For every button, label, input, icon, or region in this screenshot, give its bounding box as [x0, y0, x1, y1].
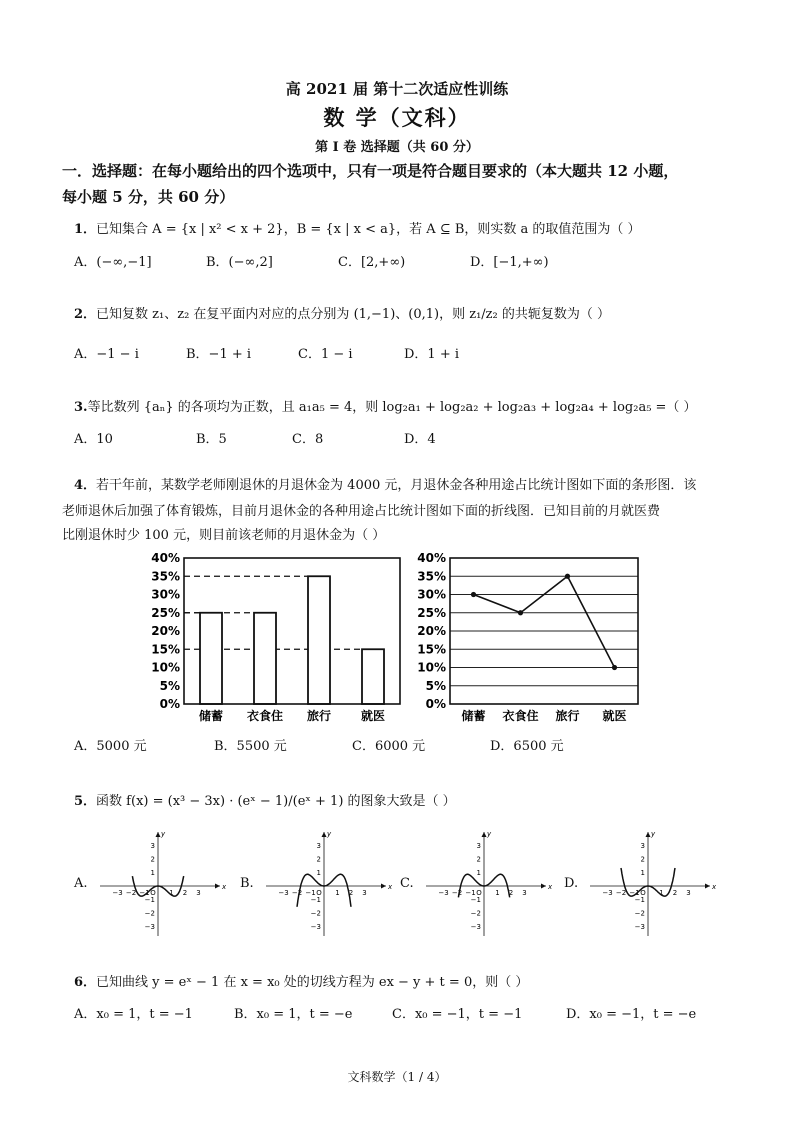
y-axis-label: y — [651, 830, 656, 838]
x-tick-label: 2 — [348, 889, 354, 897]
x-tick-label: −1 — [465, 889, 476, 897]
line-ytick-label: 5% — [425, 678, 446, 693]
q5-graph-b — [262, 828, 392, 940]
x-axis-label: x — [712, 883, 716, 891]
x-tick-label: 1 — [335, 889, 340, 897]
y-tick-label: 2 — [316, 855, 321, 864]
y-axis-label: y — [487, 830, 492, 838]
bar-ytick-label: 0% — [159, 697, 180, 711]
y-tick-label: −2 — [470, 909, 481, 918]
section-instructions-line2: 每小题 5 分，共 60 分） — [62, 188, 235, 206]
question-5 — [74, 790, 456, 809]
question-4-line3: 比刚退休时少 100 元，则目前该老师的月退休金为（ ） — [62, 528, 386, 543]
y-tick-label: 2 — [150, 855, 155, 864]
bar — [308, 576, 330, 704]
line-category-label: 衣食住 — [502, 709, 539, 723]
q4-option-b: B．5500 元 — [214, 739, 287, 754]
bar-category-label: 衣食住 — [246, 709, 284, 723]
question-1 — [74, 218, 641, 237]
q5-graph-a — [96, 828, 226, 940]
x-tick-label: O — [316, 889, 322, 897]
y-tick-label: −3 — [634, 923, 645, 931]
bar-category-label: 储蓄 — [198, 709, 224, 723]
y-tick-label: −1 — [634, 896, 645, 904]
series-line — [474, 576, 615, 667]
q1-option-a: A．(−∞,−1] — [74, 255, 152, 270]
q3-option-b: B．5 — [196, 432, 227, 447]
y-tick-label: −1 — [470, 896, 481, 904]
x-axis-label: x — [222, 883, 226, 891]
y-tick-label: 3 — [316, 842, 321, 850]
x-tick-label: 3 — [686, 889, 691, 897]
data-point — [565, 574, 570, 579]
section-instructions-line1: 一．选择题：在每小题给出的四个选项中，只有一项是符合题目要求的（本大题共 12 小题， — [62, 162, 679, 180]
q3-option-d: D．4 — [404, 432, 436, 447]
x-tick-label: −3 — [278, 889, 289, 897]
y-tick-label: 3 — [476, 842, 481, 850]
question-text: 若干年前，某数学老师刚退休的月退休金为 4000 元，月退休金各种用途占比统计图如下面的条形图．该 — [96, 478, 697, 493]
q4-option-d: D．6500 元 — [490, 739, 564, 754]
y-tick-label: 3 — [150, 842, 155, 850]
x-tick-label: −3 — [438, 889, 449, 897]
q3-option-a: A．10 — [74, 432, 113, 447]
y-tick-label: 1 — [316, 869, 321, 877]
y-tick-label: −2 — [144, 909, 155, 918]
x-tick-label: 1 — [495, 889, 500, 897]
question-number: 3. — [74, 400, 88, 415]
x-tick-label: −1 — [139, 889, 150, 897]
question-text: 已知集合 A = {x | x² < x + 2}，B = {x | x < a}，若 A ⊆ B，则实数 a 的取值范围为（ ） — [96, 222, 641, 237]
y-axis-arrow — [646, 832, 651, 837]
y-axis-arrow — [156, 832, 161, 837]
q2-option-b: B．−1 + i — [186, 347, 252, 362]
bar-chart — [140, 548, 410, 728]
y-tick-label: −1 — [310, 896, 321, 904]
y-tick-label: 3 — [640, 842, 645, 850]
y-tick-label: −1 — [144, 896, 155, 904]
line-ytick-label: 35% — [417, 569, 446, 584]
bar-category-label: 就医 — [360, 709, 386, 723]
bar — [254, 613, 276, 704]
y-tick-label: −3 — [144, 923, 155, 931]
question-6 — [74, 971, 528, 990]
q2-option-d: D．1 + i — [404, 347, 460, 362]
q6-option-d: D．x₀ = −1，t = −e — [566, 1007, 697, 1022]
question-number: 5． — [74, 794, 97, 809]
x-tick-label: −1 — [629, 889, 640, 897]
question-4-line1 — [74, 474, 696, 493]
y-tick-label: −2 — [634, 909, 645, 918]
q6-option-b: B．x₀ = 1，t = −e — [234, 1007, 353, 1022]
question-3 — [74, 396, 697, 415]
y-axis-arrow — [322, 832, 327, 837]
bar-ytick-label: 15% — [151, 642, 180, 657]
line-ytick-label: 20% — [417, 624, 446, 638]
x-tick-label: 1 — [169, 889, 174, 897]
y-tick-label: 2 — [640, 855, 645, 864]
x-tick-label: −2 — [451, 889, 463, 897]
bar-ytick-label: 30% — [151, 587, 180, 602]
data-point — [612, 665, 617, 670]
question-text: 已知曲线 y = eˣ − 1 在 x = x₀ 处的切线方程为 ex − y + t = 0，则（ ） — [96, 975, 529, 990]
x-tick-label: −3 — [112, 889, 123, 897]
x-tick-label: −3 — [602, 889, 613, 897]
q2-option-c: C．1 − i — [298, 347, 353, 362]
question-2 — [74, 303, 610, 322]
y-axis-label: y — [161, 830, 166, 838]
q3-option-c: C．8 — [292, 432, 324, 447]
question-number: 6． — [74, 975, 97, 990]
x-tick-label: 2 — [672, 889, 678, 897]
x-axis-label: x — [548, 883, 552, 891]
y-tick-label: 2 — [476, 855, 481, 864]
line-ytick-label: 15% — [417, 642, 446, 657]
bar-ytick-label: 20% — [151, 624, 180, 638]
page-footer: 文科数学（1 / 4） — [347, 1070, 447, 1084]
part-title: 第 Ⅰ 卷 选择题（共 60 分） — [315, 140, 479, 155]
q1-option-b: B．(−∞,2] — [206, 255, 273, 270]
data-point — [518, 610, 523, 615]
x-tick-label: 2 — [508, 889, 514, 897]
x-tick-label: −2 — [291, 889, 303, 897]
line-ytick-label: 40% — [417, 551, 446, 565]
question-4-line2: 老师退休后加强了体育锻炼，目前月退休金的各种用途占比统计图如下面的折线图．已知目前的月就医费 — [62, 504, 661, 519]
x-tick-label: −2 — [615, 889, 627, 897]
bar — [200, 613, 222, 704]
y-tick-label: 1 — [150, 869, 155, 877]
y-tick-label: −3 — [470, 923, 481, 931]
bar-category-label: 旅行 — [306, 709, 332, 723]
x-tick-label: 3 — [362, 889, 367, 897]
y-tick-label: 1 — [476, 869, 481, 877]
data-point — [471, 592, 476, 597]
x-tick-label: O — [640, 889, 646, 897]
y-axis-arrow — [482, 832, 487, 837]
x-tick-label: 3 — [196, 889, 201, 897]
line-ytick-label: 0% — [425, 697, 446, 711]
q5-option-b: B. — [240, 876, 254, 891]
q5-graph-d — [586, 828, 716, 940]
question-text: 已知复数 z₁、z₂ 在复平面内对应的点分别为 (1,−1)、(0,1)，则 z₁/z₂ 的共轭复数为（ ） — [96, 307, 610, 322]
x-tick-label: −1 — [305, 889, 316, 897]
x-tick-label: 3 — [522, 889, 527, 897]
q5-option-c: C. — [400, 876, 414, 891]
exam-title: 高 2021 届 第十二次适应性训练 — [285, 80, 509, 98]
line-ytick-label: 10% — [417, 660, 446, 675]
bar-ytick-label: 35% — [151, 569, 180, 584]
question-number: 1． — [74, 222, 97, 237]
line-category-label: 旅行 — [555, 709, 580, 723]
bar — [362, 649, 384, 704]
q5-option-d: D. — [564, 876, 579, 891]
q5-graph-c — [422, 828, 552, 940]
bar-ytick-label: 40% — [151, 551, 180, 565]
bar-ytick-label: 5% — [159, 678, 180, 693]
bar-ytick-label: 10% — [151, 660, 180, 675]
q5-option-a: A. — [74, 876, 88, 891]
y-axis-label: y — [327, 830, 332, 838]
x-axis-label: x — [388, 883, 392, 891]
y-tick-label: 1 — [640, 869, 645, 877]
q4-option-a: A．5000 元 — [74, 739, 147, 754]
x-axis-arrow — [381, 884, 386, 889]
question-text: 等比数列 {aₙ} 的各项均为正数，且 a₁a₅ = 4，则 log₂a₁ + log₂a₂ + log₂a₃ + log₂a₄ + log₂a₅ =（ ） — [87, 400, 697, 415]
line-ytick-label: 30% — [417, 587, 446, 602]
subject-title: 数 学（文科） — [323, 105, 471, 130]
q6-option-c: C．x₀ = −1，t = −1 — [392, 1007, 523, 1022]
q1-option-d: D．[−1,+∞) — [470, 255, 549, 270]
line-chart — [412, 548, 652, 728]
question-number: 4． — [74, 478, 97, 493]
line-category-label: 储蓄 — [461, 709, 486, 723]
y-tick-label: −3 — [310, 923, 321, 931]
q4-option-c: C．6000 元 — [352, 739, 426, 754]
q6-option-a: A．x₀ = 1，t = −1 — [74, 1007, 193, 1022]
x-tick-label: −2 — [125, 889, 137, 897]
q1-option-c: C．[2,+∞) — [338, 255, 406, 270]
line-ytick-label: 25% — [417, 605, 446, 620]
question-text: 函数 f(x) = (x³ − 3x) · (eˣ − 1)/(eˣ + 1) 的图象大致是（ ） — [96, 794, 456, 809]
line-category-label: 就医 — [602, 709, 627, 723]
y-tick-label: −2 — [310, 909, 321, 918]
q2-option-a: A．−1 − i — [74, 347, 139, 362]
x-tick-label: 2 — [182, 889, 188, 897]
x-axis-arrow — [215, 884, 220, 889]
x-tick-label: 1 — [659, 889, 664, 897]
x-axis-arrow — [541, 884, 546, 889]
x-tick-label: O — [150, 889, 156, 897]
question-number: 2． — [74, 307, 97, 322]
bar-ytick-label: 25% — [151, 605, 180, 620]
x-tick-label: O — [476, 889, 482, 897]
x-axis-arrow — [705, 884, 710, 889]
